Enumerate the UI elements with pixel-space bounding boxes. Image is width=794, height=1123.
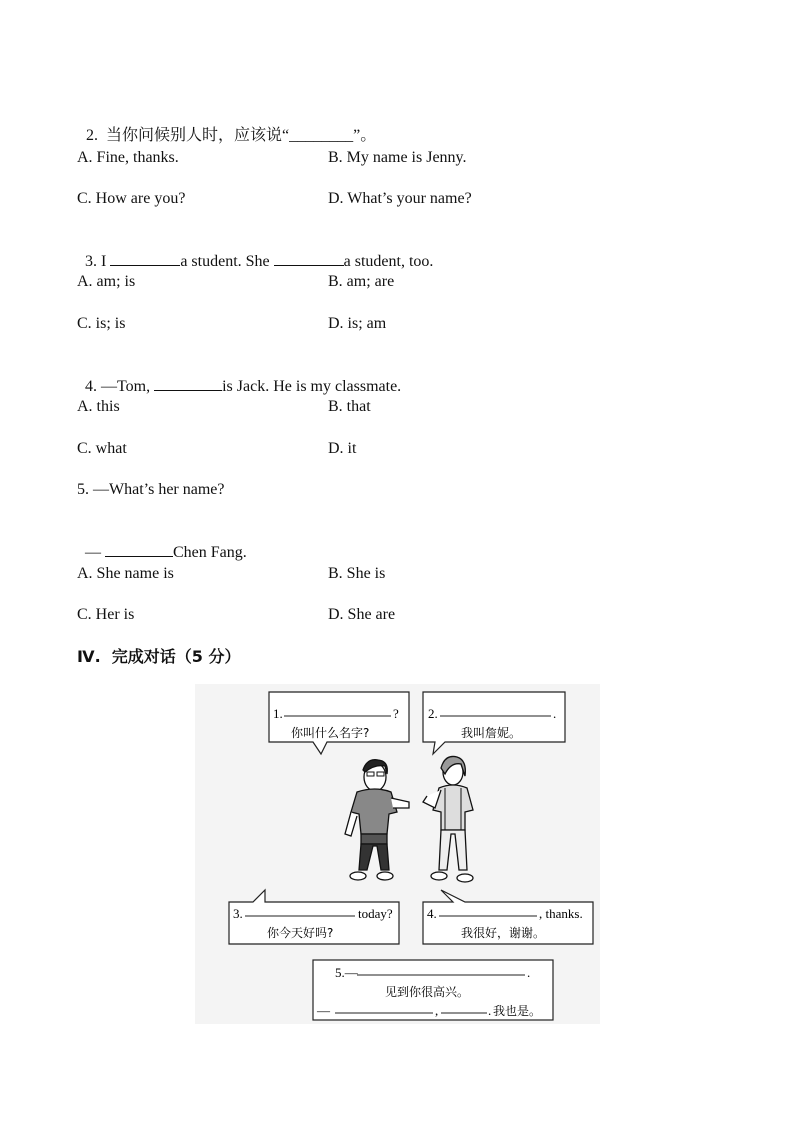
- q2-option-c[interactable]: C. How are you?: [77, 190, 186, 207]
- bubble-5-dash: —: [317, 1003, 330, 1018]
- question-3-part3: a student, too.: [343, 253, 434, 270]
- q4-option-d[interactable]: D. it: [328, 440, 357, 457]
- bubble-4-end: , thanks.: [539, 906, 583, 921]
- question-2-blank[interactable]: ________: [289, 127, 354, 144]
- q2-option-d[interactable]: D. What’s your name?: [328, 190, 472, 207]
- question-4: [77, 356, 401, 397]
- question-3-blank-1[interactable]: [110, 251, 180, 266]
- q4-option-c[interactable]: C. what: [77, 440, 127, 457]
- question-5-blank[interactable]: [105, 542, 173, 557]
- q5-option-b[interactable]: B. She is: [328, 565, 386, 582]
- bubble-3-chinese: 你今天好吗?: [267, 926, 334, 940]
- bubble-2-number: 2.: [428, 706, 438, 721]
- speech-bubble-1: [269, 692, 409, 754]
- question-5: 5. —What’s her name?: [77, 481, 225, 498]
- q4-option-b[interactable]: B. that: [328, 398, 371, 415]
- q3-option-a[interactable]: A. am; is: [77, 273, 136, 290]
- speech-bubble-3: [229, 890, 399, 944]
- question-5-answer-suffix: Chen Fang.: [173, 544, 247, 561]
- question-3-part1: 3. I: [85, 253, 111, 270]
- bubble-1-end: ?: [393, 706, 399, 721]
- question-3-blank-2[interactable]: [274, 251, 344, 266]
- q3-option-c[interactable]: C. is; is: [77, 315, 126, 332]
- bubble-5-period: .: [488, 1003, 492, 1018]
- q4-option-a[interactable]: A. this: [77, 398, 120, 415]
- bubble-3-end: today?: [358, 906, 393, 921]
- question-5-answer: [77, 522, 247, 563]
- bubble-5-comma: ,: [435, 1003, 439, 1018]
- section-4-heading: Ⅳ. 完成对话（5 分）: [77, 647, 241, 666]
- q3-option-d[interactable]: D. is; am: [328, 315, 387, 332]
- question-5-answer-prefix: —: [85, 544, 105, 561]
- question-4-part1: 4. —Tom,: [85, 378, 155, 395]
- question-4-part2: is Jack. He is my classmate.: [222, 378, 402, 395]
- speech-bubble-2: [423, 692, 565, 754]
- bubble-1-number: 1.: [273, 706, 283, 721]
- bubble-5-chinese-2: 我也是。: [493, 1004, 542, 1018]
- q5-option-d[interactable]: D. She are: [328, 606, 396, 623]
- question-2-suffix: ”。: [353, 127, 377, 144]
- girl-figure: [423, 756, 473, 882]
- q5-option-c[interactable]: C. Her is: [77, 606, 135, 623]
- question-3: [77, 231, 433, 272]
- bubble-1-chinese: 你叫什么名字?: [291, 726, 370, 740]
- dialogue-illustration: [195, 684, 600, 1024]
- bubble-2-end: .: [553, 706, 557, 721]
- bubble-5-chinese-1: 见到你很高兴。: [385, 985, 470, 999]
- dialogue-figure: [195, 684, 600, 1024]
- bubble-2-chinese: 我叫詹妮。: [461, 726, 522, 740]
- q3-option-b[interactable]: B. am; are: [328, 273, 395, 290]
- q5-option-a[interactable]: A. She name is: [77, 565, 174, 582]
- bubble-4-chinese: 我很好，谢谢。: [461, 926, 546, 940]
- bubble-3-number: 3.: [233, 906, 243, 921]
- question-2-prompt: 2. 当你问候别人时，应该说“: [86, 127, 290, 144]
- bubble-5-end: .: [527, 965, 531, 980]
- q2-option-a[interactable]: A. Fine, thanks.: [77, 149, 179, 166]
- boy-figure: [345, 760, 409, 880]
- q2-option-b[interactable]: B. My name is Jenny.: [328, 149, 467, 166]
- question-3-part2: a student. She: [180, 253, 274, 270]
- question-4-blank[interactable]: [154, 376, 222, 391]
- speech-bubble-4: [423, 890, 593, 944]
- question-2: [78, 106, 376, 146]
- bubble-5-number: 5.—: [335, 965, 358, 980]
- bubble-4-number: 4.: [427, 906, 437, 921]
- speech-bubble-5: [313, 960, 553, 1020]
